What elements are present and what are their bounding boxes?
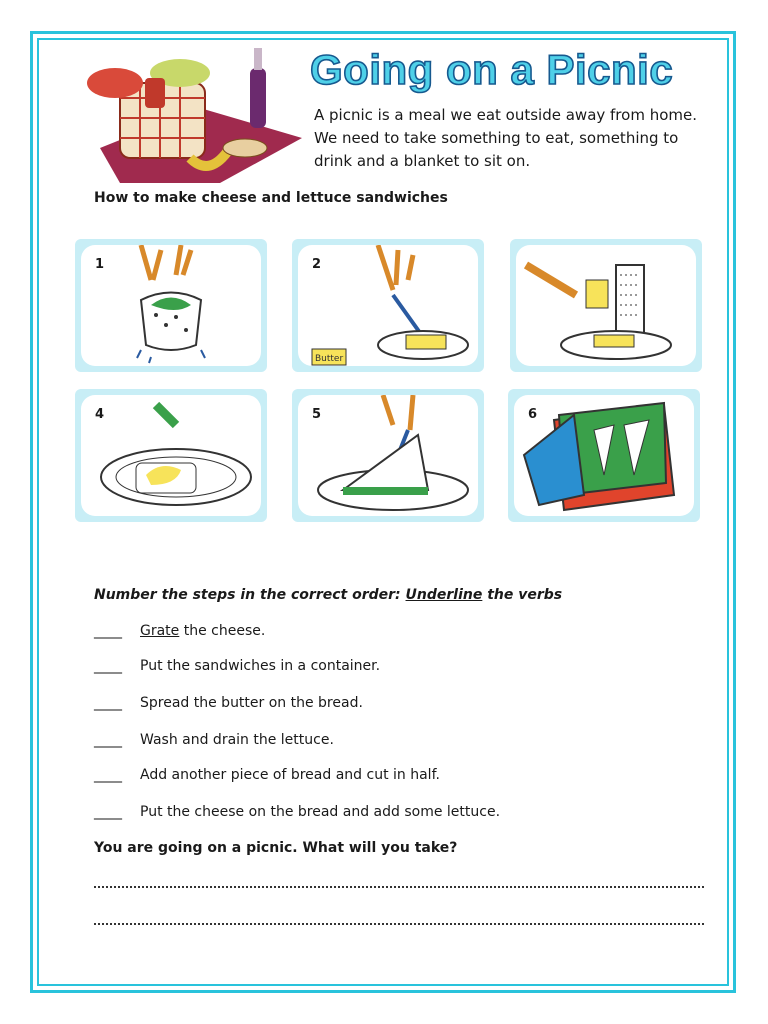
step-text: Wash and drain the lettuce. <box>140 732 334 748</box>
step-text: Put the cheese on the bread and add some lettuce. <box>140 804 501 820</box>
panel-number: 2 <box>312 257 322 272</box>
answer-blank[interactable]: ____ <box>94 695 122 711</box>
spread-butter-illustration <box>298 245 478 366</box>
step-text: Spread the butter on the bread. <box>140 695 363 711</box>
step-item <box>94 767 440 783</box>
step-item <box>94 804 500 820</box>
answer-blank[interactable]: ____ <box>94 658 122 674</box>
task-instruction <box>94 587 562 603</box>
butter-label: Butter <box>315 354 344 364</box>
step-panel-3 <box>510 239 702 372</box>
instruction-underlined-word: Underline <box>405 587 483 603</box>
intro-line: We need to take something to eat, something to <box>314 129 679 147</box>
panel-number: 1 <box>95 257 105 272</box>
panel-number: 6 <box>528 407 538 422</box>
panel-number: 5 <box>312 407 322 422</box>
step-item <box>94 732 334 748</box>
answer-line[interactable] <box>94 922 704 925</box>
step-verb: Grate <box>140 623 180 639</box>
instruction-part: the verbs <box>482 587 563 603</box>
step-panel-1 <box>75 239 267 372</box>
question-prompt: You are going on a picnic. What will you take? <box>94 840 458 856</box>
intro-line: A picnic is a meal we eat outside away from home. <box>314 106 697 124</box>
wash-lettuce-illustration <box>81 245 261 366</box>
cut-sandwich-illustration <box>298 395 478 516</box>
panel-number: 4 <box>95 407 105 422</box>
step-item <box>94 695 363 711</box>
picnic-basket-illustration <box>80 38 305 183</box>
instruction-part: Number the steps in the correct order: <box>94 587 406 603</box>
grate-cheese-illustration <box>516 245 696 366</box>
answer-blank[interactable]: ____ <box>94 804 122 820</box>
step-text: the cheese. <box>179 623 266 639</box>
step-text: Put the sandwiches in a container. <box>140 658 381 674</box>
container-illustration <box>514 395 694 516</box>
intro-paragraph <box>314 104 724 173</box>
answer-line[interactable] <box>94 885 704 888</box>
step-text: Add another piece of bread and cut in half. <box>140 767 440 783</box>
step-panel-5 <box>292 389 484 522</box>
page-title: Going on a Picnic <box>310 46 674 93</box>
step-panel-6 <box>508 389 700 522</box>
section-heading: How to make cheese and lettuce sandwiches <box>94 190 448 206</box>
answer-blank[interactable]: ____ <box>94 623 122 639</box>
intro-line: drink and a blanket to sit on. <box>314 152 531 170</box>
step-panel-4 <box>75 389 267 522</box>
answer-blank[interactable]: ____ <box>94 767 122 783</box>
answer-blank[interactable]: ____ <box>94 732 122 748</box>
step-panel-2 <box>292 239 484 372</box>
add-lettuce-illustration <box>81 395 261 516</box>
step-item <box>94 658 380 674</box>
step-item <box>94 623 265 639</box>
